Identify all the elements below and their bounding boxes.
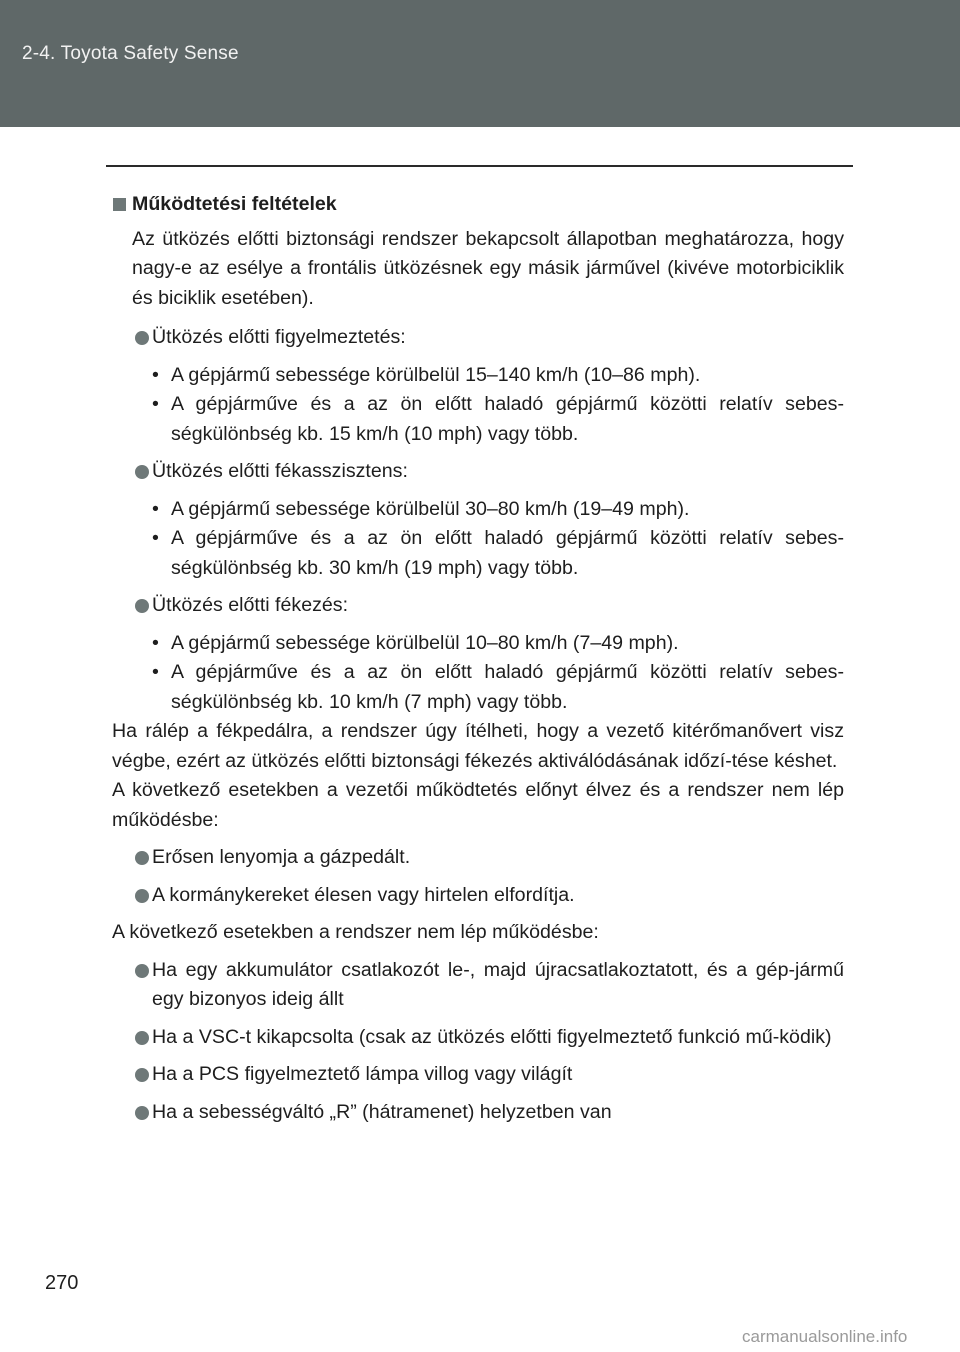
driver-case-item: Erősen lenyomja a gázpedált. (112, 843, 844, 873)
circle-bullet-icon (135, 889, 149, 903)
circle-bullet-icon (135, 851, 149, 865)
condition-group-title: Ütközés előtti figyelmeztetés: (112, 323, 844, 353)
driver-case-item: A kormánykereket élesen vagy hirtelen elfordítja. (112, 881, 844, 911)
inactive-case-item: Ha a sebességváltó „R” (hátramenet) helyzetben van (112, 1098, 844, 1128)
dot-bullet-icon: • (152, 527, 159, 549)
dot-bullet-icon: • (152, 363, 159, 386)
page-header (0, 0, 960, 127)
condition-group-title: Ütközés előtti fékasszisztens: (112, 457, 844, 487)
driver-priority-paragraph: A következő esetekben a vezetői működtetés előnyt élvez és a rendszer nem lép működésbe: (112, 779, 844, 831)
inactive-case-item: Ha a PCS figyelmeztető lámpa villog vagy világít (112, 1060, 844, 1090)
brake-paragraph: Ha rálép a fékpedálra, a rendszer úgy ítélheti, hogy a vezető kitérőmanővert visz végbe, ezért az ütközés előtti biztonsági fékezés aktiválódásának időzí-tése késhet. (112, 720, 844, 772)
dot-bullet-icon: • (152, 497, 159, 520)
condition-item: • A gépjármű sebessége körülbelül 30–80 km/h (19–49 mph). (112, 495, 844, 525)
condition-item: • A gépjármű sebessége körülbelül 10–80 km/h (7–49 mph). (112, 629, 844, 659)
condition-group-title: Ütközés előtti fékezés: (112, 591, 844, 621)
top-divider (106, 165, 853, 167)
inactive-paragraph: A következő esetekben a rendszer nem lép működésbe: (112, 921, 599, 943)
dot-bullet-icon: • (152, 661, 159, 683)
dot-bullet-icon: • (152, 393, 159, 415)
dot-bullet-icon: • (152, 631, 159, 654)
circle-bullet-icon (135, 1068, 149, 1082)
chapter-title: 2-4. Toyota Safety Sense (22, 43, 239, 64)
circle-bullet-icon (135, 599, 149, 613)
watermark: carmanualsonline.info (742, 1327, 908, 1346)
page-content (112, 190, 844, 1127)
inactive-case-item: Ha egy akkumulátor csatlakozót le-, majd újracsatlakoztatott, és a gép-jármű egy bizonyos ideig állt (112, 956, 844, 1015)
intro-paragraph: Az ütközés előtti biztonsági rendszer bekapcsolt állapotban meghatározza, hogy nagy-e az esélye a frontális ütközésnek egy másik járművel (kivéve motorbiciklik és biciklik esetében). (132, 227, 844, 309)
condition-item: • A gépjármű sebessége körülbelül 15–140 km/h (10–86 mph). (112, 361, 844, 391)
circle-bullet-icon (135, 1031, 149, 1045)
condition-item: • A gépjárműve és a az ön előtt haladó gépjármű közötti relatív sebes-ségkülönbség kb. 10 km/h (7 mph) vagy több. (112, 658, 844, 717)
condition-item: • A gépjárműve és a az ön előtt haladó gépjármű közötti relatív sebes-ségkülönbség kb. 15 km/h (10 mph) vagy több. (112, 390, 844, 449)
square-bullet-icon (113, 198, 126, 211)
section-heading (112, 190, 844, 220)
inactive-case-item: Ha a VSC-t kikapcsolta (csak az ütközés előtti figyelmeztető funkció mű-ködik) (112, 1023, 844, 1053)
circle-bullet-icon (135, 465, 149, 479)
page-number: 270 (45, 1272, 79, 1294)
circle-bullet-icon (135, 1106, 149, 1120)
condition-item: • A gépjárműve és a az ön előtt haladó gépjármű közötti relatív sebes-ségkülönbség kb. 30 km/h (19 mph) vagy több. (112, 524, 844, 583)
section-heading-text: Működtetési feltételek (132, 193, 337, 215)
circle-bullet-icon (135, 331, 149, 345)
circle-bullet-icon (135, 964, 149, 978)
